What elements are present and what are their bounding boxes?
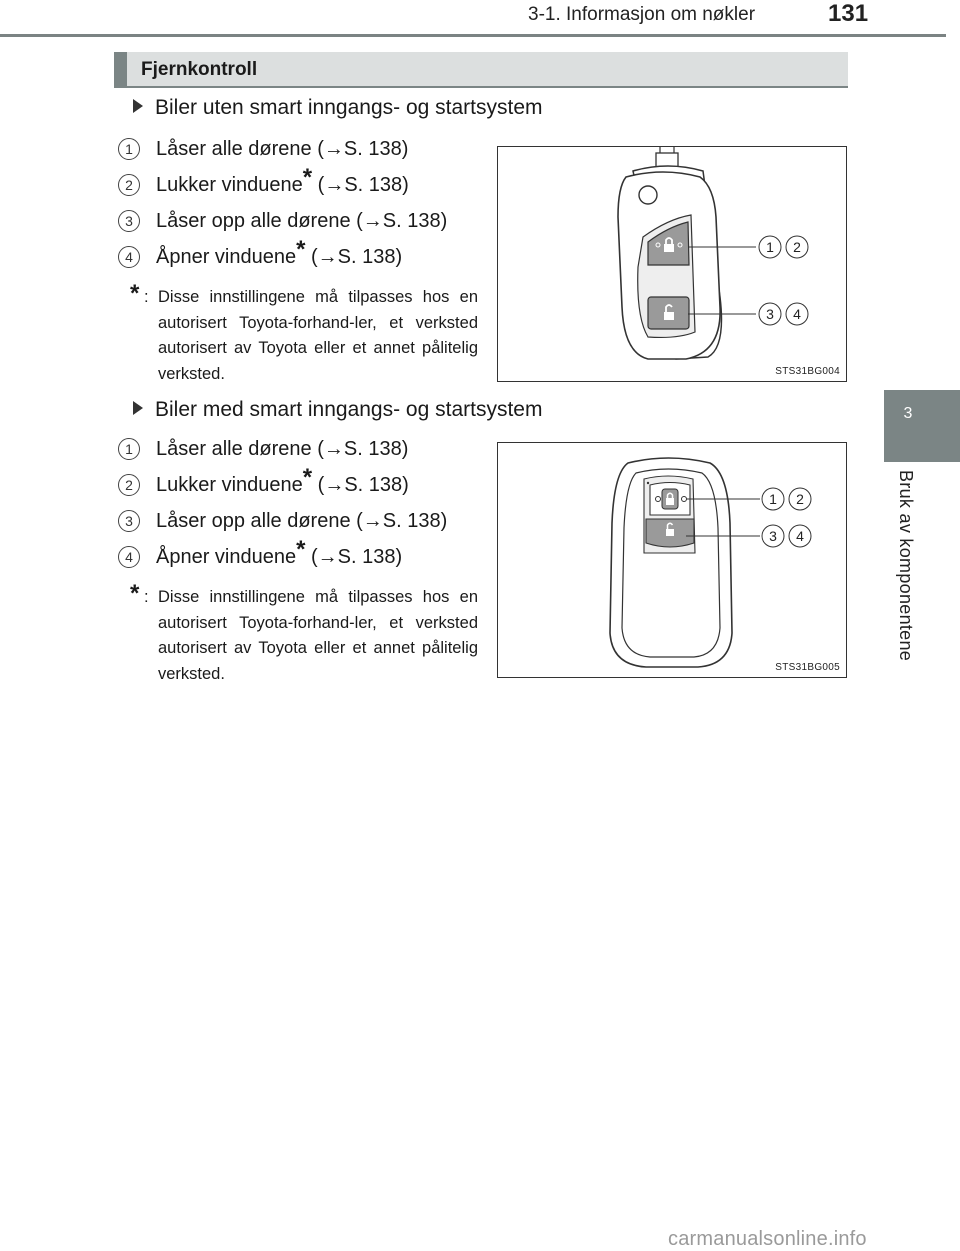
item-text: Lukker vinduene* (→S. 138) — [156, 164, 409, 196]
sub-heading-text: Biler med smart inngangs- og startsystem — [155, 398, 543, 421]
page-header — [0, 0, 960, 40]
item-number: 1 — [118, 138, 140, 160]
header-section-title: 3-1. Informasjon om nøkler — [528, 4, 756, 25]
footnote-text: Disse innstillingene må tilpasses hos en autorisert Toyota-forhand-ler, et verksted autorisert av Toyota eller et annet pålitelig verksted. — [158, 588, 478, 683]
asterisk-marker: * — [302, 464, 313, 491]
sub-heading-with-smart — [133, 398, 542, 422]
item-text: Åpner vinduene* (→S. 138) — [156, 236, 403, 268]
smart-key-illustration — [498, 443, 847, 678]
note-colon: : — [144, 588, 149, 606]
svg-text:3: 3 — [766, 306, 774, 322]
footnote-text: Disse innstillingene må tilpasses hos en autorisert Toyota-forhand-ler, et verksted autorisert av Toyota eller et annet pålitelig verksted. — [158, 288, 478, 383]
svg-text:2: 2 — [793, 239, 801, 255]
item-number: 4 — [118, 546, 140, 568]
section-title-bar — [114, 52, 848, 88]
smart-key-figure — [497, 442, 847, 678]
sub-heading-without-smart — [133, 96, 543, 120]
svg-text:1: 1 — [769, 491, 777, 507]
item-number: 2 — [118, 174, 140, 196]
footnote — [130, 280, 480, 387]
item-text: Låser opp alle dørene (→S. 138) — [156, 210, 448, 232]
section-title: Fjernkontroll — [141, 59, 258, 80]
svg-text:2: 2 — [796, 491, 804, 507]
figure-code: STS31BG004 — [775, 366, 840, 377]
page-number: 131 — [828, 0, 869, 27]
asterisk-marker: * — [130, 580, 140, 607]
flip-key-illustration — [498, 147, 847, 382]
asterisk-marker: * — [130, 280, 140, 307]
asterisk-marker: * — [296, 536, 306, 563]
asterisk-marker: * — [296, 236, 306, 263]
item-text: Låser opp alle dørene (→S. 138) — [156, 510, 448, 532]
item-number: 4 — [118, 246, 140, 268]
item-text: Åpner vinduene* (→S. 138) — [156, 536, 403, 568]
item-number: 1 — [118, 438, 140, 460]
figure-code: STS31BG005 — [775, 662, 840, 673]
svg-text:3: 3 — [769, 528, 777, 544]
chapter-tab — [884, 390, 960, 462]
item-text: Låser alle dørene (→S. 138) — [156, 438, 409, 460]
note-colon: : — [144, 288, 149, 306]
footer-watermark: carmanualsonline.info — [668, 1228, 867, 1250]
item-text: Låser alle dørene (→S. 138) — [156, 138, 409, 160]
svg-text:4: 4 — [796, 528, 804, 544]
svg-text:4: 4 — [793, 306, 801, 322]
item-number: 3 — [118, 510, 140, 532]
chapter-number: 3 — [903, 405, 913, 422]
svg-text:1: 1 — [766, 239, 774, 255]
footnote — [130, 580, 480, 687]
sub-heading-text: Biler uten smart inngangs- og startsystem — [155, 96, 543, 119]
item-number: 3 — [118, 210, 140, 232]
triangle-bullet-icon — [133, 401, 143, 415]
asterisk-marker: * — [302, 164, 313, 191]
header-rule — [0, 34, 946, 37]
item-number: 2 — [118, 474, 140, 496]
flip-key-figure — [497, 146, 847, 382]
chapter-title: Bruk av komponentene — [896, 470, 916, 662]
item-text: Lukker vinduene* (→S. 138) — [156, 464, 409, 496]
triangle-bullet-icon — [133, 99, 143, 113]
